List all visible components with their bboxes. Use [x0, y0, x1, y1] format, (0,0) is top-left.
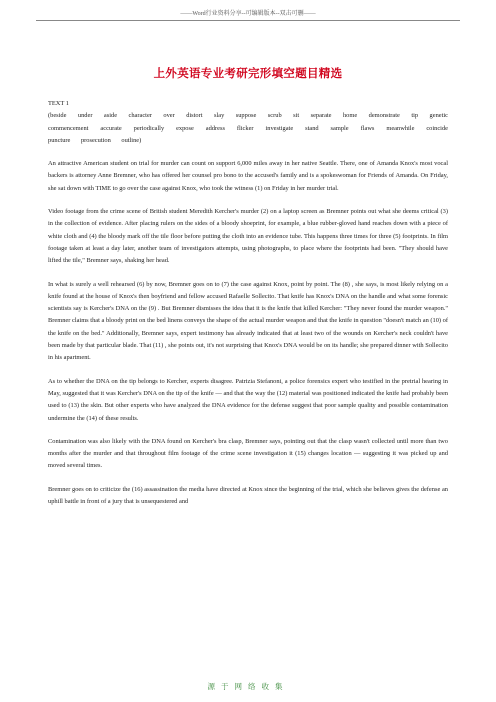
paragraph: As to whether the DNA on the tip belongs to Kercher, experts disagree. Patrizia Stefanoni, a police forensics expert who testified in the pretrial hearing in May, suggested that it was Kercher's DNA on the tip of the knife — and that the way the (12) material was positioned indicated the knife had probably been used to (13) the skin. But other experts who have analyzed the DNA evidence for the defense suggest that poor sample quality and possible contamination undermine the (14) of these results.	[48, 377, 448, 422]
paragraph: An attractive American student on trial for murder can count on support 6,000 miles away in her native Seattle. There, one of Amanda Knox's most vocal backers is attorney Anne Bremner, who has offered her counsel pro bono to the accused's family and is a spokeswoman for Friends of Amanda. On Friday, she sat down with TIME to go over the case against Knox, who took the witness (1) on Friday in her murder trial.	[48, 160, 448, 192]
paragraph: Video footage from the crime scene of British student Meredith Kercher's murder (2) on a laptop screen as Bremner points out what she deems critical (3) in the collection of evidence. After placing rulers on the sides of a bloody shoeprint, for example, a blue rubber-gloved hand reaches down with a piece of white cloth and (4) the bloody mark off the tile floor before putting the cloth into an evidence tube. This happens three times for three (5) footprints. In film footage taken at least a day later, another team of investigators attempts, using photographs, to place where the footprints had been. "They should have lifted the tile," Bremner says, shaking her head.	[48, 208, 448, 265]
paragraph: Contamination was also likely with the DNA found on Kercher's bra clasp, Bremner says, pointing out that the clasp wasn't collected until more than two months after the murder and that throughout film footage of the crime scene investigation it (15) changes location — suggesting it was picked up and moved several times.	[48, 437, 448, 470]
paragraph: In what is surely a well rehearsed (6) by now, Bremner goes on to (7) the case against Knox, point by point. The (8) , she says, is most likely relying on a knife found at the house of Knox's then boyfriend and fellow accused Rafaelle Sollecito. That knife has Knox's DNA on the handle and what some forensic scientists say is Kercher's DNA on the (9) . But Bremner dismisses the idea that it is the knife that killed Kercher: "They never found the murder weapon." Bremner claims that a bloody print on the bed linens conveys the shape of the actual murder weapon and that the knife in question "doesn't match an (10) of the knife on the bed." Additionally, Bremner says, expert testimony has already indicated that at least two of the wounds on Kercher's neck couldn't have been made by that particular blade. That (11) , she points out, it's not surprising that Knox's DNA would be on its handle; she prepared dinner with Sollecito in his apartment.	[48, 280, 448, 362]
document-title: 上外英语专业考研完形填空题目精选	[153, 66, 343, 80]
text-label: TEXT 1	[48, 100, 70, 107]
paragraph: Bremner goes on to criticize the (16) assassination the media have directed at Knox since the beginning of the trial, which she believes gives the defense an uphill battle in front of a jury that is unsequestered and	[48, 485, 448, 506]
word-bank: (beside under aside character over distort slay suppose scrub sit separate home demonstrate tip genetic commencement accurate periodically expose address flicker investigate stand sample flaws meanwhile coincide puncture prosecution outline)	[48, 112, 448, 144]
document-body	[48, 98, 448, 508]
page-footer: 源于网络收集	[207, 682, 289, 691]
page-header: ——Word行业资料分享--可编辑版本--双击可删——	[180, 11, 316, 17]
header-rule	[36, 20, 460, 21]
